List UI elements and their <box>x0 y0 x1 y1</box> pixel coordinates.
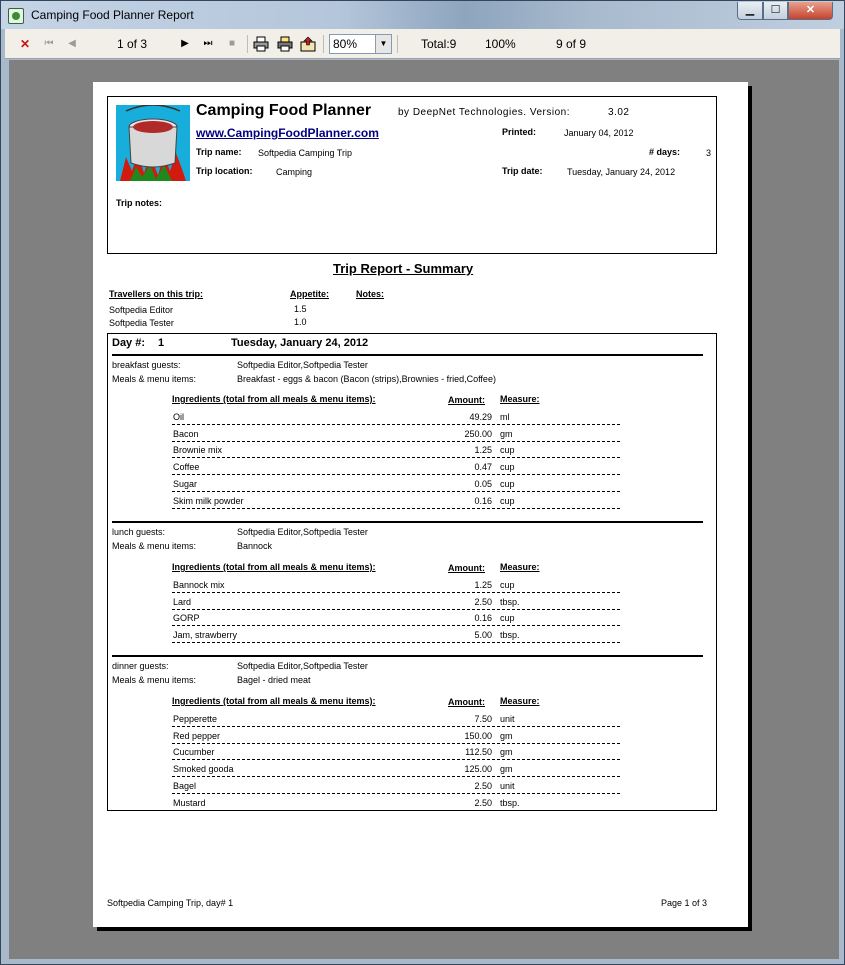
row-divider <box>172 457 620 458</box>
day-section <box>107 333 717 811</box>
ingredient-amount: 1.25 <box>474 580 492 590</box>
export-icon[interactable] <box>300 36 316 52</box>
first-page-icon[interactable]: ⏮ <box>44 38 54 49</box>
printed-label: Printed: <box>502 127 537 137</box>
meal-menu: Bannock <box>237 541 273 551</box>
report-header <box>107 96 717 254</box>
trip-location-value: Camping <box>276 167 313 177</box>
meal-menu-label: Meals & menu items: <box>112 374 197 384</box>
ingredient-measure: cup <box>500 462 515 472</box>
row-divider <box>172 743 620 744</box>
summary-title: Trip Report - Summary <box>333 261 474 276</box>
record-count: 9 of 9 <box>556 37 587 51</box>
ingredient-measure: tbsp. <box>500 630 520 640</box>
ingredient-amount: 0.05 <box>474 479 492 489</box>
close-window-button[interactable]: ✕ <box>788 2 833 20</box>
print-icon[interactable] <box>253 36 269 52</box>
section-divider <box>112 655 703 657</box>
zoom-select[interactable] <box>329 34 392 54</box>
ingredient-amount: 49.29 <box>469 412 492 422</box>
meal-guests: Softpedia Editor,Softpedia Tester <box>237 527 368 537</box>
ingredient-name: Oil <box>173 412 184 422</box>
percent-complete: 100% <box>485 37 516 51</box>
days-label: # days: <box>649 147 681 157</box>
section-divider <box>112 521 703 523</box>
row-divider <box>172 642 620 643</box>
trip-name-value: Softpedia Camping Trip <box>258 148 353 158</box>
ingredient-amount: 112.50 <box>465 747 492 757</box>
printed-date: January 04, 2012 <box>564 128 634 138</box>
ingredient-amount: 1.25 <box>474 445 492 455</box>
trip-date-value: Tuesday, January 24, 2012 <box>567 167 676 177</box>
ingredient-name: Lard <box>173 597 192 607</box>
traveller-name: Softpedia Tester <box>109 318 174 328</box>
row-divider <box>172 592 620 593</box>
day-label: Day #: <box>112 337 146 349</box>
print-setup-icon[interactable] <box>277 36 293 52</box>
ingredient-measure: cup <box>500 496 515 506</box>
report-viewport[interactable] <box>9 60 839 959</box>
ingredients-header: Ingredients (total from all meals & menu items): <box>172 394 376 404</box>
camping-pot-logo <box>116 105 190 181</box>
trip-notes-label: Trip notes: <box>116 198 163 208</box>
ingredient-measure: gm <box>500 731 513 741</box>
day-date: Tuesday, January 24, 2012 <box>231 337 369 349</box>
traveller-appetite: 1.5 <box>294 304 307 314</box>
amount-header: Amount: <box>448 395 485 405</box>
ingredients-header: Ingredients (total from all meals & menu items): <box>172 562 376 572</box>
close-icon[interactable]: ✕ <box>19 37 31 51</box>
ingredient-measure: cup <box>500 479 515 489</box>
last-page-icon[interactable]: ⏭ <box>203 38 213 49</box>
traveller-name: Softpedia Editor <box>109 305 174 315</box>
meal-guests-label: lunch guests: <box>112 527 166 537</box>
travellers-header: Travellers on this trip: <box>109 289 204 299</box>
toolbar-separator <box>247 35 248 53</box>
ingredient-name: Sugar <box>173 479 198 489</box>
by-line: by DeepNet Technologies. Version: <box>398 107 570 118</box>
ingredient-measure: cup <box>500 613 515 623</box>
toolbar-separator <box>323 35 324 53</box>
ingredient-amount: 2.50 <box>474 798 492 808</box>
ingredient-name: Cucumber <box>173 747 215 757</box>
row-divider <box>172 441 620 442</box>
ingredients-header: Ingredients (total from all meals & menu items): <box>172 696 376 706</box>
window-title: Camping Food Planner Report <box>31 8 194 22</box>
meal-menu-label: Meals & menu items: <box>112 675 197 685</box>
ingredient-name: Mustard <box>173 798 206 808</box>
trip-date-label: Trip date: <box>502 166 543 176</box>
meal-guests: Softpedia Editor,Softpedia Tester <box>237 360 368 370</box>
ingredient-name: Bagel <box>173 781 197 791</box>
stop-icon[interactable]: ■ <box>228 38 236 49</box>
ingredient-name: Coffee <box>173 462 200 472</box>
row-divider <box>172 491 620 492</box>
ingredient-measure: gm <box>500 429 513 439</box>
ingredient-measure: tbsp. <box>500 798 520 808</box>
ingredient-amount: 125.00 <box>464 764 492 774</box>
app-name: Camping Food Planner <box>196 102 372 119</box>
chevron-down-icon[interactable]: ▼ <box>375 35 391 53</box>
amount-header: Amount: <box>448 563 485 573</box>
app-icon[interactable] <box>8 8 24 24</box>
ingredient-measure: tbsp. <box>500 597 520 607</box>
ingredient-amount: 2.50 <box>474 781 492 791</box>
ingredient-measure: ml <box>500 412 510 422</box>
version-number: 3.02 <box>608 107 630 118</box>
ingredient-name: Pepperette <box>173 714 218 724</box>
ingredient-measure: gm <box>500 764 513 774</box>
meal-menu: Breakfast - eggs & bacon (Bacon (strips),Brownies - fried,Coffee) <box>237 374 496 384</box>
ingredient-measure: gm <box>500 747 513 757</box>
appetite-header: Appetite: <box>290 289 329 299</box>
ingredient-amount: 5.00 <box>474 630 492 640</box>
ingredient-name: Smoked gooda <box>173 764 234 774</box>
meal-guests-label: breakfast guests: <box>112 360 181 370</box>
row-divider <box>172 793 620 794</box>
measure-header: Measure: <box>500 394 540 404</box>
ingredient-measure: cup <box>500 445 515 455</box>
measure-header: Measure: <box>500 562 540 572</box>
ingredient-name: Jam, strawberry <box>173 630 238 640</box>
ingredient-amount: 150.00 <box>464 731 492 741</box>
ingredient-amount: 0.16 <box>474 496 492 506</box>
zoom-value: 80% <box>333 37 358 51</box>
ingredient-measure: cup <box>500 580 515 590</box>
ingredient-name: Bacon <box>173 429 199 439</box>
page-indicator: 1 of 3 <box>117 37 148 51</box>
ingredient-name: Brownie mix <box>173 445 223 455</box>
ingredient-amount: 2.50 <box>474 597 492 607</box>
days-value: 3 <box>706 148 712 158</box>
ingredient-measure: unit <box>500 781 515 791</box>
maximize-button[interactable]: ☐ <box>763 2 788 20</box>
amount-header: Amount: <box>448 697 485 707</box>
row-divider <box>172 609 620 610</box>
row-divider <box>172 726 620 727</box>
ingredient-name: GORP <box>173 613 200 623</box>
meal-menu-label: Meals & menu items: <box>112 541 197 551</box>
previous-page-icon[interactable]: ◀ <box>68 38 76 49</box>
title-bar[interactable] <box>1 1 844 29</box>
next-page-icon[interactable]: ▶ <box>181 38 189 49</box>
footer-trip-day: Softpedia Camping Trip, day# 1 <box>107 898 234 908</box>
day-number: 1 <box>158 337 165 349</box>
website-link[interactable]: www.CampingFoodPlanner.com <box>196 126 379 140</box>
total-count: Total:9 <box>421 37 457 51</box>
measure-header: Measure: <box>500 696 540 706</box>
row-divider <box>172 759 620 760</box>
ingredient-name: Bannock mix <box>173 580 225 590</box>
ingredient-name: Skim milk powder <box>173 496 244 506</box>
meal-guests-label: dinner guests: <box>112 661 169 671</box>
ingredient-measure: unit <box>500 714 515 724</box>
report-page <box>93 82 748 927</box>
minimize-button[interactable]: ▁ <box>737 2 763 20</box>
ingredient-amount: 7.50 <box>474 714 492 724</box>
row-divider <box>172 424 620 425</box>
report-toolbar <box>5 29 840 59</box>
section-divider <box>112 354 703 356</box>
ingredient-amount: 250.00 <box>464 429 492 439</box>
meal-menu: Bagel - dried meat <box>237 675 311 685</box>
ingredient-amount: 0.47 <box>474 462 492 472</box>
row-divider <box>172 474 620 475</box>
traveller-appetite: 1.0 <box>294 317 307 327</box>
toolbar-separator <box>397 35 398 53</box>
trip-name-label: Trip name: <box>196 147 242 157</box>
trip-location-label: Trip location: <box>196 166 253 176</box>
ingredient-name: Red pepper <box>173 731 221 741</box>
row-divider <box>172 625 620 626</box>
row-divider <box>172 508 620 509</box>
meal-guests: Softpedia Editor,Softpedia Tester <box>237 661 368 671</box>
row-divider <box>172 776 620 777</box>
footer-page-number: Page 1 of 3 <box>661 898 708 908</box>
ingredient-amount: 0.16 <box>474 613 492 623</box>
notes-header: Notes: <box>356 289 385 299</box>
